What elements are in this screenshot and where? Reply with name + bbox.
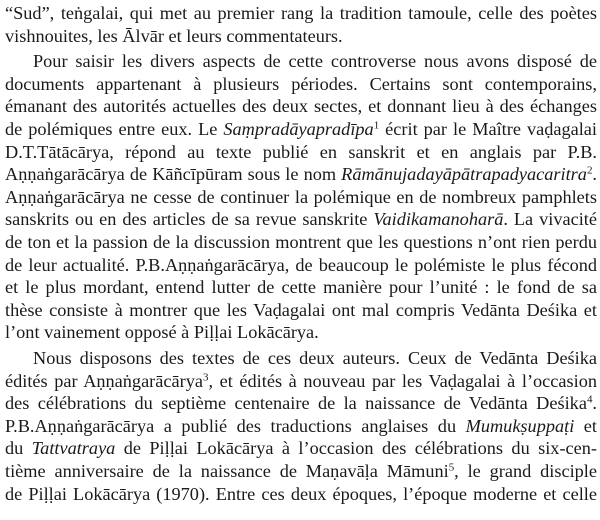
text-run: et le plus mordant, entend lutter de cette manière pour l’unité : le fond de sa [5,277,597,298]
text-run: sanskrits ou en des articles de sa revue sanskrite [5,209,374,230]
text-line [5,141,597,164]
text-run: thèse consiste à montrer que les Vaḍagalai ont mal compris Vedānta Deśika et [5,299,597,320]
text-line [5,163,597,186]
text-run: des célébrations du septième centenaire de la naissance de Vedānta Deśika [5,393,587,414]
footnote-marker: 1 [373,119,380,132]
text-run: , et édités à nouveau par les Vaḍagalai à l’occasion [208,370,597,391]
text-line [5,73,597,96]
text-run: l’ont vainement opposé à Piḷḷai Lokācārya. [5,322,319,343]
footnote-marker: 2 [586,164,593,177]
text-run: . La vivacité [503,209,597,230]
text-line [5,118,597,141]
footnote-marker: 5 [448,461,455,474]
text-line [5,276,597,299]
text-run: P.B.Aṇṇaṅgarācārya a publié des traductions anglaises du [5,415,466,436]
work-title: Saṃpradāyapradīpa [223,119,374,139]
text-run: de ton et la passion de la discussion montrent que les questions n’ont rien perdu [5,232,597,252]
text-line [5,50,597,73]
text-line [5,95,597,118]
text-line [5,208,597,231]
text-line [5,25,597,48]
text-line [5,415,597,438]
text-run: Pour saisir les divers aspects de cette controverse nous avons disposé de [33,51,597,72]
work-title: Tattvatraya [31,438,116,459]
text-run: “Sud”, teṅgalai, qui met au premier rang la tradition tamoule, celle des poètes [5,3,597,23]
work-title: Mumukṣuppaṭi [465,415,575,436]
text-line [5,392,597,415]
text-line [5,370,597,393]
text-line [5,483,597,506]
text-line [5,437,597,460]
text-line [5,321,597,344]
text-run: de polémiques entre eux. Le [5,119,224,139]
text-run: de Piḷḷai Lokācārya (1970). Entre ces deux époques, l’époque moderne et celle [5,483,597,504]
text-line [5,231,597,254]
text-run: D.T.Tātācārya, répond au texte publié en sanskrit et en anglais par P.B. [5,141,597,162]
text-line [5,186,597,209]
text-line [5,460,597,483]
work-title: Vaidikamanoharā [373,209,504,230]
text-run: documents appartenant à plusieurs périodes. Certains sont contemporains, [5,73,597,94]
text-run: écrit par le Maître vaḍagalai [379,119,597,139]
text-run: du [5,438,32,459]
text-run: de Piḷḷai Lokācārya à l’occasion des célébrations du six-cen- [115,438,597,459]
text-run: tième anniversaire de la naissance de Maṇavāḷa Māmuni [5,461,449,481]
text-line [5,347,597,370]
text-run: édités par Aṇṇaṅgarācārya [5,370,203,391]
text-run: . [592,393,597,414]
work-title: Rāmānujadayāpātrapadyacaritra [341,164,587,185]
text-run: , le grand disciple [454,461,597,481]
text-run: et [574,415,597,436]
text-run: de leur actualité. P.B.Aṇṇaṅgarācārya, de beaucoup le polémiste le plus fécond [5,254,597,275]
text-run: . [592,164,597,185]
text-run: Aṇṇaṅgarācārya de Kāñcīpūram sous le nom [5,164,342,185]
footnote-marker: 4 [586,393,593,406]
text-line [5,2,597,25]
text-line [5,254,597,277]
text-run: vishnouites, les Ālvār et leurs commentateurs. [5,25,343,46]
text-run: Aṇṇaṅgarācārya ne cesse de continuer la polémique en de nombreux pamphlets [5,186,597,207]
footnote-marker: 3 [202,371,209,384]
text-line [5,299,597,322]
text-run: émanant des autorités actuelles des deux sectes, et donnant lieu à des échanges [5,96,597,117]
text-run: Nous disposons des textes de ces deux auteurs. Ceux de Vedānta Deśika [33,348,597,368]
